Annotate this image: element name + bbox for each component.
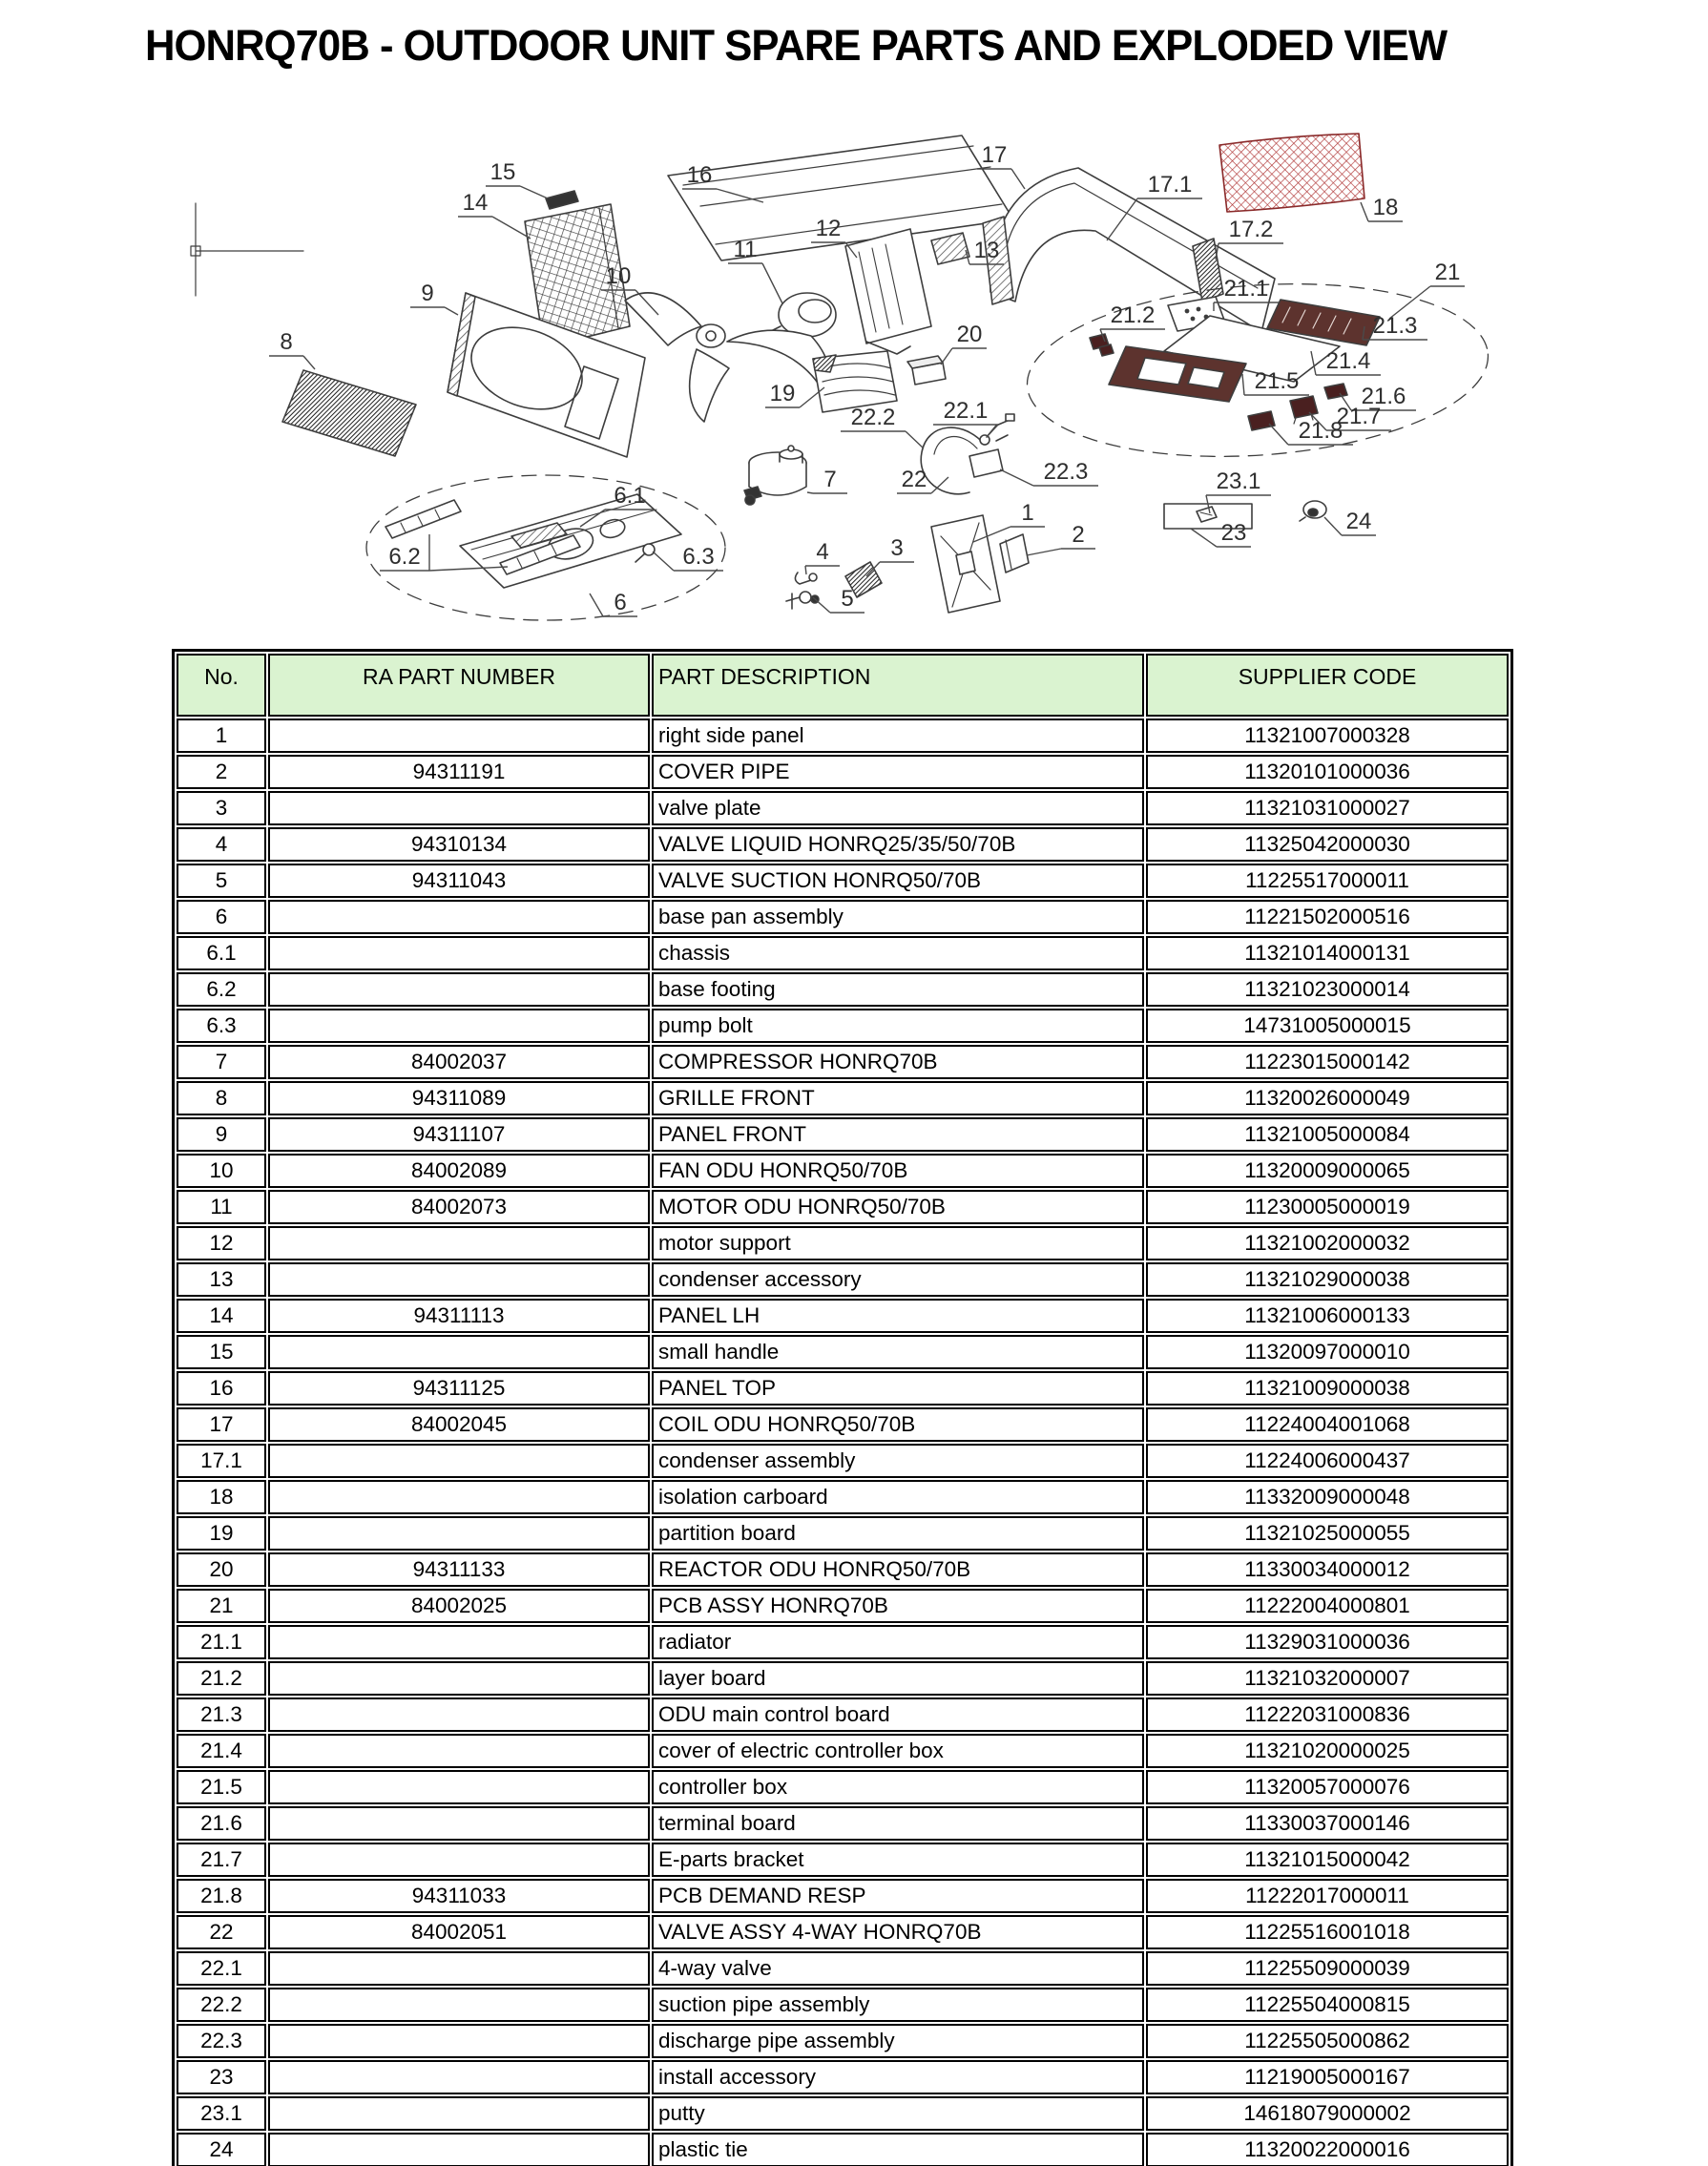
part-label-8 [269,329,315,369]
row-ra-part-number: 94311033 [268,1879,650,1913]
row-no: 10 [177,1154,266,1188]
row-supplier-code: 11320097000010 [1146,1335,1509,1369]
part-20-reactor [907,356,946,385]
row-ra-part-number [268,1843,650,1877]
part-label-text: 6 [614,590,627,615]
table-row [177,1480,1509,1514]
part-label-20 [941,322,987,364]
row-part-description: ODU main control board [652,1697,1144,1732]
table-row [177,827,1509,862]
row-part-description: cover of electric controller box [652,1734,1144,1768]
row-supplier-code: 11320057000076 [1146,1770,1509,1804]
part-15-small-handle [546,191,578,209]
row-supplier-code: 11222017000011 [1146,1879,1509,1913]
row-supplier-code: 11225517000011 [1146,864,1509,898]
table-row [177,1915,1509,1949]
row-supplier-code: 14731005000015 [1146,1009,1509,1043]
part-label-text: 3 [890,535,904,561]
row-no: 21.2 [177,1661,266,1696]
row-part-description: PCB DEMAND RESP [652,1879,1144,1913]
row-supplier-code: 11321009000038 [1146,1371,1509,1406]
row-part-description: COVER PIPE [652,755,1144,789]
row-no: 21.4 [177,1734,266,1768]
part-label-18 [1361,195,1403,221]
part-label-text: 16 [686,162,713,188]
part-label-15 [486,159,548,198]
leader-line [805,566,840,574]
part-label-21.8 [1269,418,1353,445]
row-supplier-code: 11230005000019 [1146,1190,1509,1224]
row-no: 8 [177,1081,266,1115]
exploded-view-diagram [0,86,1708,649]
part-label-text: 21.6 [1361,384,1406,409]
row-part-description: partition board [652,1516,1144,1551]
row-part-description: valve plate [652,791,1144,825]
row-part-description: GRILLE FRONT [652,1081,1144,1115]
table-row [177,1371,1509,1406]
row-no: 20 [177,1552,266,1587]
part-label-21.2 [1100,302,1165,342]
table-row [177,936,1509,970]
part-label-text: 18 [1372,195,1399,220]
part-label-text: 21 [1434,260,1461,285]
row-supplier-code: 11222031000836 [1146,1697,1509,1732]
row-supplier-code: 11224004001068 [1146,1407,1509,1442]
row-part-description: right side panel [652,719,1144,753]
row-no: 22 [177,1915,266,1949]
part-label-text: 12 [815,216,842,241]
part-label-22.2 [841,405,924,448]
crosshair-mark [191,203,303,296]
column-header-no: No. [177,654,266,717]
row-supplier-code: 11329031000036 [1146,1625,1509,1659]
row-part-description: install accessory [652,2060,1144,2094]
row-part-description: VALVE SUCTION HONRQ50/70B [652,864,1144,898]
row-supplier-code: 11321014000131 [1146,936,1509,970]
table-row [177,1951,1509,1986]
table-row [177,1843,1509,1877]
leader-line [486,186,548,198]
part-label-13 [966,238,1004,264]
row-part-description: condenser assembly [652,1444,1144,1478]
row-supplier-code: 11321032000007 [1146,1661,1509,1696]
part-24-plastic-tie [1300,501,1326,521]
part-label-text: 17.2 [1228,217,1274,242]
table-row [177,864,1509,898]
row-supplier-code: 11320009000065 [1146,1154,1509,1188]
row-no: 22.3 [177,2024,266,2058]
part-21-2-layer-board [1090,334,1114,356]
row-part-description: PCB ASSY HONRQ70B [652,1589,1144,1623]
row-supplier-code: 11225504000815 [1146,1988,1509,2022]
column-header-description: PART DESCRIPTION [652,654,1144,717]
row-ra-part-number: 94311113 [268,1299,650,1333]
row-ra-part-number: 94310134 [268,827,650,862]
table-row [177,1697,1509,1732]
row-ra-part-number [268,1262,650,1297]
row-part-description: MOTOR ODU HONRQ50/70B [652,1190,1144,1224]
row-ra-part-number [268,791,650,825]
row-ra-part-number [268,1335,650,1369]
table-row [177,2133,1509,2166]
leader-line [941,348,987,364]
part-label-text: 6.3 [682,544,715,570]
row-no: 3 [177,791,266,825]
row-no: 4 [177,827,266,862]
row-supplier-code: 11219005000167 [1146,2060,1509,2094]
table-header-row [177,654,1509,717]
part-label-text: 22.2 [850,405,896,430]
table-row [177,1045,1509,1079]
part-1-right-side-panel [931,515,1000,613]
row-ra-part-number [268,2133,650,2166]
leader-line [410,307,458,315]
part-label-text: 21.3 [1372,313,1418,339]
part-label-text: 21.5 [1254,368,1300,394]
row-part-description: FAN ODU HONRQ50/70B [652,1154,1144,1188]
row-part-description: putty [652,2096,1144,2131]
part-label-text: 21.8 [1298,418,1343,444]
part-label-text: 22 [901,467,927,492]
row-supplier-code: 11225516001018 [1146,1915,1509,1949]
leader-line [841,431,924,448]
row-ra-part-number: 84002051 [268,1915,650,1949]
row-ra-part-number: 94311043 [268,864,650,898]
part-label-text: 7 [823,467,837,492]
row-ra-part-number [268,936,650,970]
row-ra-part-number [268,1988,650,2022]
table-row [177,1226,1509,1260]
leader-line [807,492,847,493]
row-part-description: condenser accessory [652,1262,1144,1297]
row-part-description: controller box [652,1770,1144,1804]
row-supplier-code: 11330034000012 [1146,1552,1509,1587]
column-header-supplier: SUPPLIER CODE [1146,654,1509,717]
spare-parts-table [172,649,1513,2166]
row-supplier-code: 14618079000002 [1146,2096,1509,2131]
row-part-description: REACTOR ODU HONRQ50/70B [652,1552,1144,1587]
row-part-description: COMPRESSOR HONRQ70B [652,1045,1144,1079]
row-supplier-code: 11321015000042 [1146,1843,1509,1877]
part-label-4 [805,539,840,574]
row-part-description: chassis [652,936,1144,970]
row-no: 19 [177,1516,266,1551]
row-ra-part-number [268,1697,650,1732]
row-part-description: terminal board [652,1806,1144,1841]
table-row [177,900,1509,934]
row-ra-part-number [268,1770,650,1804]
row-no: 21.3 [177,1697,266,1732]
row-part-description: discharge pipe assembly [652,2024,1144,2058]
part-label-22.3 [1000,459,1098,486]
part-label-text: 23.1 [1216,469,1261,494]
table-row [177,1625,1509,1659]
row-ra-part-number [268,1444,650,1478]
row-part-description: suction pipe assembly [652,1988,1144,2022]
row-supplier-code: 11321029000038 [1146,1262,1509,1297]
table-row [177,1589,1509,1623]
row-supplier-code: 11225509000039 [1146,1951,1509,1986]
row-no: 13 [177,1262,266,1297]
leader-line [1100,329,1165,342]
row-ra-part-number [268,2024,650,2058]
part-label-text: 5 [841,586,854,612]
row-part-description: E-parts bracket [652,1843,1144,1877]
table-row [177,1262,1509,1297]
row-no: 22.2 [177,1988,266,2022]
table-row [177,1879,1509,1913]
part-label-text: 22.3 [1043,459,1089,485]
part-label-text: 8 [280,329,293,355]
part-label-text: 11 [733,237,758,262]
part-12-motor-support [845,229,931,354]
table-row [177,719,1509,753]
table-row [177,1081,1509,1115]
part-13-condenser-accessory [931,233,969,264]
leader-line [269,356,315,369]
table-row [177,2096,1509,2131]
row-no: 14 [177,1299,266,1333]
row-no: 2 [177,755,266,789]
row-ra-part-number [268,1734,650,1768]
part-label-6.3 [653,544,723,571]
table-row [177,1806,1509,1841]
table-row [177,1516,1509,1551]
row-no: 18 [177,1480,266,1514]
part-label-text: 20 [956,322,983,347]
row-ra-part-number: 94311089 [268,1081,650,1115]
row-part-description: pump bolt [652,1009,1144,1043]
table-row [177,791,1509,825]
row-no: 11 [177,1190,266,1224]
row-supplier-code: 11321025000055 [1146,1516,1509,1551]
part-label-21 [1389,260,1465,319]
part-label-7 [807,467,847,493]
table-row [177,1661,1509,1696]
row-supplier-code: 11330037000146 [1146,1806,1509,1841]
part-label-text: 23 [1220,520,1247,546]
part-label-text: 21.1 [1223,276,1269,302]
table-row [177,1988,1509,2022]
row-supplier-code: 11325042000030 [1146,827,1509,862]
row-no: 22.1 [177,1951,266,1986]
row-ra-part-number [268,1951,650,1986]
page-title: HONRQ70B - OUTDOOR UNIT SPARE PARTS AND EXPLODED VIEW [145,21,1448,70]
row-no: 23 [177,2060,266,2094]
row-supplier-code: 11321031000027 [1146,791,1509,825]
row-no: 17 [177,1407,266,1442]
row-no: 21.8 [177,1879,266,1913]
part-label-text: 19 [769,381,796,406]
table-row [177,1335,1509,1369]
row-no: 21 [177,1589,266,1623]
table-row [177,1734,1509,1768]
row-ra-part-number [268,1661,650,1696]
row-ra-part-number: 94311133 [268,1552,650,1587]
row-supplier-code: 11321020000025 [1146,1734,1509,1768]
table-row [177,2060,1509,2094]
row-no: 16 [177,1371,266,1406]
row-part-description: small handle [652,1335,1144,1369]
row-no: 23.1 [177,2096,266,2131]
leader-line [1027,549,1095,555]
row-ra-part-number [268,1806,650,1841]
row-part-description: PANEL LH [652,1299,1144,1333]
row-supplier-code: 11321002000032 [1146,1226,1509,1260]
row-supplier-code: 11320022000016 [1146,2133,1509,2166]
part-label-text: 1 [1021,500,1034,526]
row-part-description: layer board [652,1661,1144,1696]
row-ra-part-number: 94311107 [268,1117,650,1152]
row-supplier-code: 11321007000328 [1146,719,1509,753]
row-no: 21.7 [177,1843,266,1877]
part-label-text: 22.1 [943,398,989,424]
row-part-description: radiator [652,1625,1144,1659]
leader-line [813,597,864,613]
row-ra-part-number: 84002073 [268,1190,650,1224]
row-no: 21.5 [177,1770,266,1804]
row-ra-part-number [268,2060,650,2094]
row-part-description: VALVE LIQUID HONRQ25/35/50/70B [652,827,1144,862]
table-row [177,755,1509,789]
table-row [177,1117,1509,1152]
row-no: 7 [177,1045,266,1079]
part-label-text: 17 [981,142,1008,168]
row-ra-part-number: 94311191 [268,755,650,789]
part-label-text: 9 [421,281,434,306]
part-21-6-terminal-board [1324,384,1347,399]
table-row [177,1444,1509,1478]
table-row [177,972,1509,1007]
row-part-description: 4-way valve [652,1951,1144,1986]
part-label-text: 14 [462,190,489,216]
row-no: 17.1 [177,1444,266,1478]
part-label-21.3 [1363,313,1427,340]
part-5-valve-suction [786,592,819,609]
row-part-description: COIL ODU HONRQ50/70B [652,1407,1144,1442]
row-no: 6.1 [177,936,266,970]
part-label-text: 2 [1072,522,1085,548]
leader-line [728,263,782,303]
part-7-compressor [744,446,806,505]
row-ra-part-number [268,972,650,1007]
part-21-8-pcb-demand-resp [1248,411,1275,430]
table-row [177,1190,1509,1224]
part-label-9 [410,281,458,315]
table-row [177,1154,1509,1188]
row-no: 6.3 [177,1009,266,1043]
row-part-description: VALVE ASSY 4-WAY HONRQ70B [652,1915,1144,1949]
row-supplier-code: 11321006000133 [1146,1299,1509,1333]
row-part-description: PANEL TOP [652,1371,1144,1406]
table-row [177,1770,1509,1804]
row-ra-part-number [268,1480,650,1514]
row-ra-part-number: 84002037 [268,1045,650,1079]
part-label-24 [1324,509,1376,535]
row-supplier-code: 11320101000036 [1146,755,1509,789]
leader-line [458,217,531,239]
part-label-text: 13 [973,238,1000,263]
row-ra-part-number [268,900,650,934]
part-label-19 [765,381,824,407]
row-part-description: base footing [652,972,1144,1007]
row-ra-part-number: 84002089 [268,1154,650,1188]
row-supplier-code: 11321005000084 [1146,1117,1509,1152]
table-row [177,1009,1509,1043]
part-label-6 [590,590,637,616]
row-supplier-code: 11224006000437 [1146,1444,1509,1478]
part-22-valve-assy [921,414,1014,494]
table-row [177,1552,1509,1587]
part-2-cover-pipe [1000,534,1029,573]
part-label-text: 15 [489,159,516,185]
row-no: 12 [177,1226,266,1260]
row-no: 15 [177,1335,266,1369]
table-row [177,1299,1509,1333]
table-row [177,2024,1509,2058]
row-ra-part-number: 84002025 [268,1589,650,1623]
row-supplier-code: 11321023000014 [1146,972,1509,1007]
row-part-description: plastic tie [652,2133,1144,2166]
part-label-text: 21.4 [1325,348,1371,374]
part-19-partition-board [813,351,897,412]
part-label-text: 6.2 [388,544,421,570]
row-supplier-code: 11320026000049 [1146,1081,1509,1115]
row-no: 21.6 [177,1806,266,1841]
row-ra-part-number: 84002045 [268,1407,650,1442]
row-no: 24 [177,2133,266,2166]
row-part-description: motor support [652,1226,1144,1260]
row-no: 6.2 [177,972,266,1007]
part-label-14 [458,190,531,239]
row-ra-part-number [268,1625,650,1659]
row-ra-part-number [268,1516,650,1551]
row-no: 9 [177,1117,266,1152]
part-18-isolation-carboard [1219,134,1364,212]
part-label-text: 4 [816,539,829,565]
part-label-text: 10 [605,263,632,289]
row-ra-part-number [268,1226,650,1260]
part-label-text: 6.1 [614,483,646,509]
part-label-text: 24 [1345,509,1372,534]
row-ra-part-number [268,2096,650,2131]
part-label-text: 21.7 [1336,404,1382,429]
row-part-description: PANEL FRONT [652,1117,1144,1152]
column-header-ra-part: RA PART NUMBER [268,654,650,717]
row-ra-part-number [268,719,650,753]
row-supplier-code: 11222004000801 [1146,1589,1509,1623]
part-8-grille-front [282,370,416,456]
row-supplier-code: 11225505000862 [1146,2024,1509,2058]
row-supplier-code: 11332009000048 [1146,1480,1509,1514]
row-ra-part-number [268,1009,650,1043]
row-no: 6 [177,900,266,934]
part-label-text: 21.2 [1110,302,1156,328]
row-no: 1 [177,719,266,753]
row-no: 21.1 [177,1625,266,1659]
row-no: 5 [177,864,266,898]
row-supplier-code: 11221502000516 [1146,900,1509,934]
row-supplier-code: 11223015000142 [1146,1045,1509,1079]
part-label-text: 17.1 [1147,172,1193,198]
row-part-description: base pan assembly [652,900,1144,934]
row-part-description: isolation carboard [652,1480,1144,1514]
row-ra-part-number: 94311125 [268,1371,650,1406]
table-row [177,1407,1509,1442]
